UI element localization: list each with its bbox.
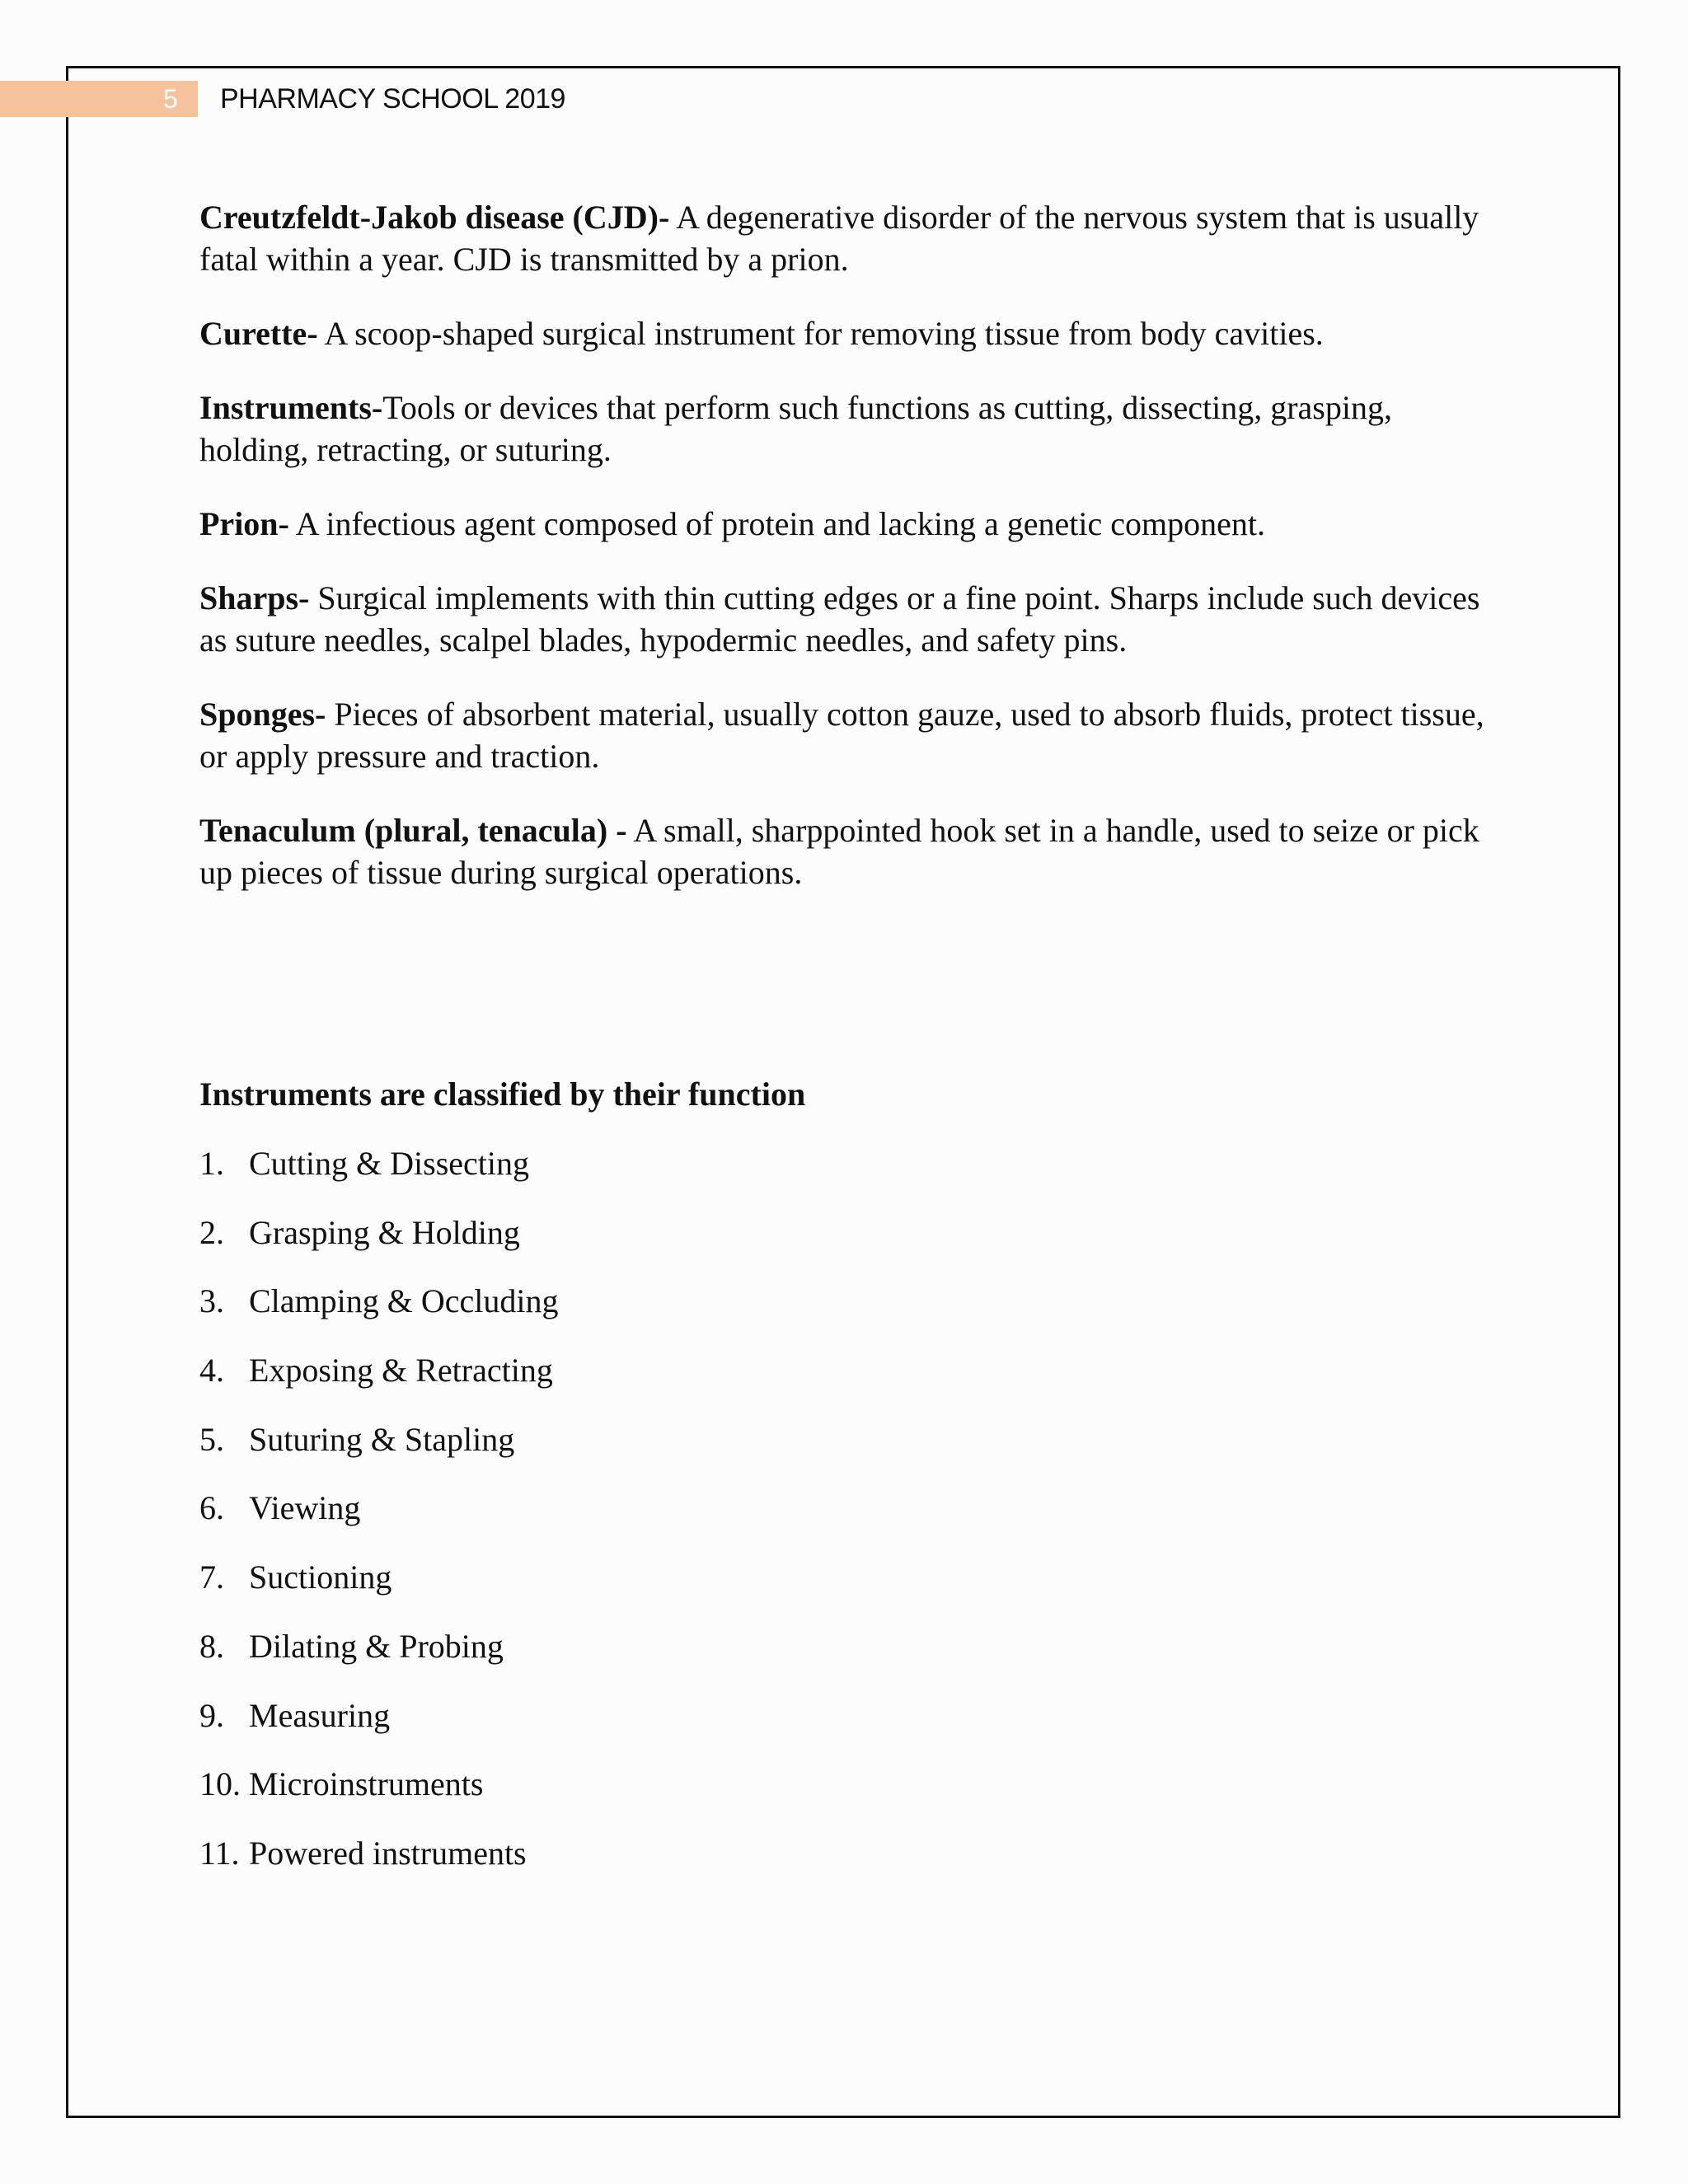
definition-prion: [199, 503, 1502, 545]
list-item-label: Microinstruments: [249, 1765, 484, 1803]
definition-term: Instruments-: [199, 389, 383, 426]
list-item-label: Exposing & Retracting: [249, 1352, 553, 1390]
definition-term: Creutzfeldt-Jakob disease (CJD)-: [199, 199, 670, 236]
running-header-title: PHARMACY SCHOOL 2019: [220, 83, 565, 115]
list-item: [199, 1212, 559, 1281]
definition-sharps: [199, 577, 1502, 661]
definition-instruments: [199, 387, 1502, 471]
list-item-number: 4.: [199, 1352, 224, 1390]
definitions-section: [199, 196, 1502, 926]
definition-term: Sharps-: [199, 579, 310, 616]
function-list: [199, 1142, 559, 1901]
list-item-label: Clamping & Occluding: [249, 1282, 559, 1320]
list-item: [199, 1763, 559, 1832]
list-item-number: 1.: [199, 1145, 224, 1182]
list-item-label: Suturing & Stapling: [249, 1420, 515, 1458]
list-item: [199, 1142, 559, 1212]
definition-text: Pieces of absorbent material, usually cotton gauze, used to absorb fluids, protect tissue, or apply pressure and traction.: [199, 696, 1484, 775]
definition-cjd: [199, 196, 1502, 280]
list-item-label: Measuring: [249, 1696, 391, 1734]
list-item-number: 2.: [199, 1213, 224, 1251]
list-item-label: Cutting & Dissecting: [249, 1145, 529, 1182]
definition-sponges: [199, 693, 1502, 777]
list-item: [199, 1418, 559, 1488]
list-item-label: Viewing: [249, 1489, 361, 1527]
definition-term: Sponges-: [199, 696, 326, 733]
list-item-number: 8.: [199, 1627, 224, 1665]
definition-text: A small, sharppointed hook set in a handle, used to seize or pick up pieces of tissue during surgical operations.: [199, 812, 1479, 891]
list-item-label: Grasping & Holding: [249, 1213, 520, 1251]
list-item-number: 6.: [199, 1489, 224, 1527]
definition-term: Curette-: [199, 315, 318, 352]
list-item-label: Dilating & Probing: [249, 1627, 504, 1665]
definition-text: Surgical implements with thin cutting edges or a fine point. Sharps include such devices as suture needles, scalpel blades, hypodermic needles, and safety pins.: [199, 579, 1480, 658]
definition-text: Tools or devices that perform such functions as cutting, dissecting, grasping, holding, retracting, or suturing.: [199, 389, 1392, 468]
definition-term: Prion-: [199, 505, 289, 542]
list-item: [199, 1625, 559, 1694]
definition-text: A scoop-shaped surgical instrument for removing tissue from body cavities.: [317, 315, 1324, 352]
list-item-label: Suctioning: [249, 1558, 392, 1596]
list-item-label: Powered instruments: [249, 1834, 527, 1872]
list-item-number: 10.: [199, 1765, 241, 1803]
list-item: [199, 1487, 559, 1556]
classification-heading: Instruments are classified by their function: [199, 1076, 806, 1113]
definition-tenaculum: [199, 809, 1502, 893]
list-item: [199, 1556, 559, 1625]
list-item-number: 9.: [199, 1696, 224, 1734]
list-item: [199, 1280, 559, 1349]
definition-curette: [199, 312, 1502, 354]
list-item: [199, 1694, 559, 1764]
list-item-number: 7.: [199, 1558, 224, 1596]
list-item: [199, 1832, 559, 1901]
list-item-number: 11.: [199, 1834, 240, 1872]
list-item-number: 3.: [199, 1282, 224, 1320]
definition-text: A degenerative disorder of the nervous system that is usually fatal within a year. CJD is transmitted by a prion.: [199, 199, 1479, 278]
definition-term: Tenaculum (plural, tenacula) -: [199, 812, 627, 849]
list-item-number: 5.: [199, 1420, 224, 1458]
list-item: [199, 1349, 559, 1418]
definition-text: A infectious agent composed of protein and lacking a genetic component.: [288, 505, 1265, 542]
page-number: 5: [163, 84, 178, 114]
